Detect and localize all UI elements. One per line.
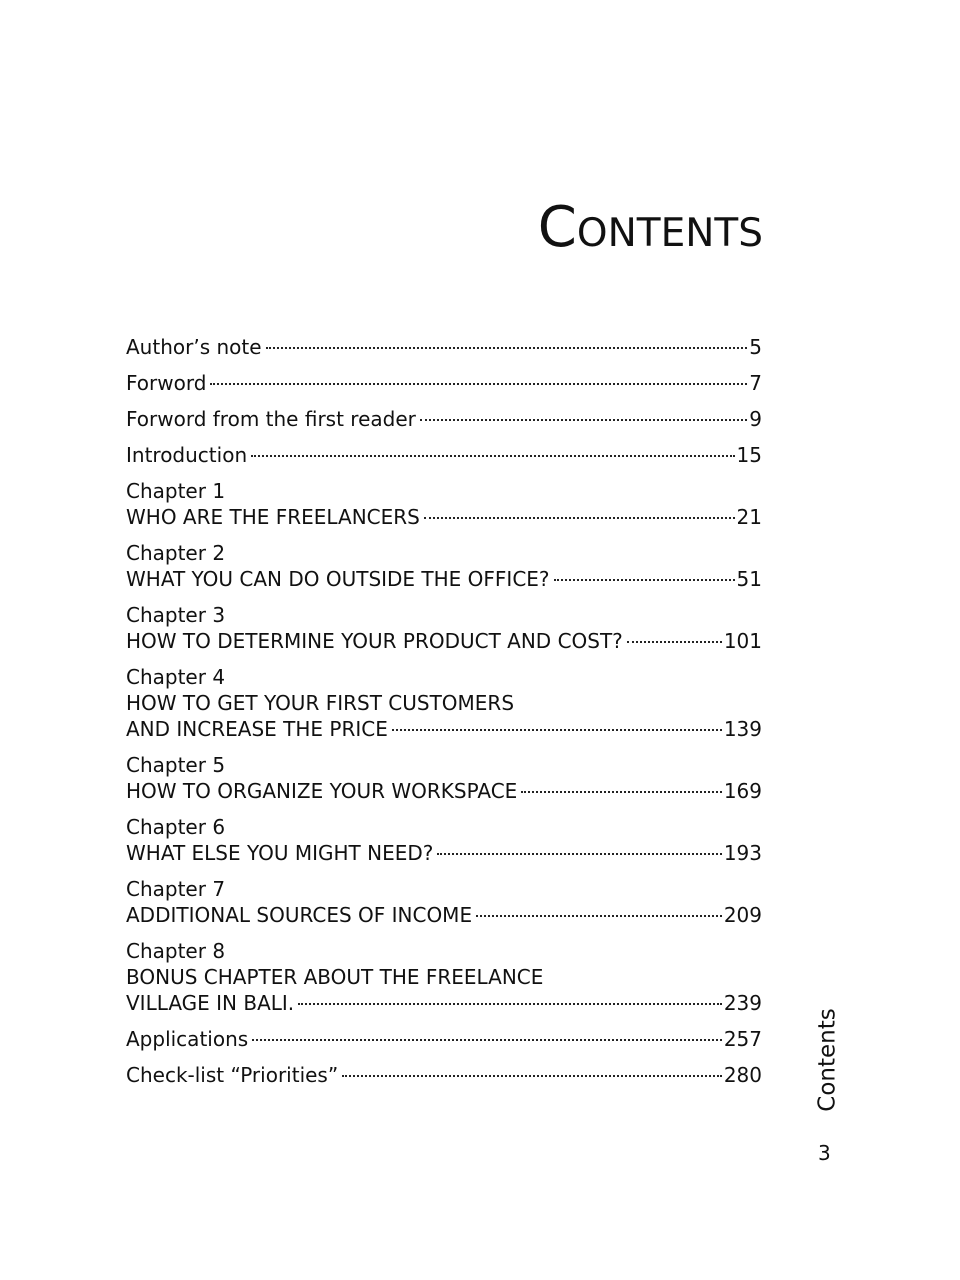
chapter-title-line: HOW TO GET YOUR FIRST CUSTOMERS bbox=[126, 691, 515, 715]
toc-entry-title: Forword bbox=[126, 371, 207, 395]
chapter-title: WHAT YOU CAN DO OUTSIDE THE OFFICE? bbox=[126, 567, 550, 591]
dot-leader bbox=[342, 1075, 722, 1077]
toc-entry-chapter-5[interactable] bbox=[126, 752, 762, 804]
chapter-title: WHAT ELSE YOU MIGHT NEED? bbox=[126, 841, 434, 865]
chapter-label: Chapter 6 bbox=[126, 815, 226, 839]
chapter-label: Chapter 3 bbox=[126, 603, 226, 627]
running-header bbox=[810, 1008, 846, 1112]
dot-leader bbox=[554, 579, 735, 581]
toc-entry-forword[interactable] bbox=[126, 370, 762, 396]
chapter-label: Chapter 4 bbox=[126, 665, 226, 689]
dot-leader bbox=[420, 419, 747, 421]
chapter-title-line: BONUS CHAPTER ABOUT THE FREELANCE bbox=[126, 965, 544, 989]
toc-entry-title: Author’s note bbox=[126, 335, 262, 359]
toc-entry-introduction[interactable] bbox=[126, 442, 762, 468]
chapter-title: WHO ARE THE FREELANCERS bbox=[126, 505, 420, 529]
toc-entry-chapter-3[interactable] bbox=[126, 602, 762, 654]
toc-entry-title: Check-list “Priorities” bbox=[126, 1063, 339, 1087]
toc-entry-applications[interactable] bbox=[126, 1026, 762, 1052]
dot-leader bbox=[627, 641, 722, 643]
chapter-title: HOW TO DETERMINE YOUR PRODUCT AND COST? bbox=[126, 629, 623, 653]
dot-leader bbox=[210, 383, 747, 385]
toc-page-number: 21 bbox=[736, 505, 762, 529]
toc-page-number: 280 bbox=[723, 1063, 762, 1087]
toc-page-number: 7 bbox=[749, 371, 762, 395]
toc-page-number: 101 bbox=[723, 629, 762, 653]
chapter-title: HOW TO ORGANIZE YOUR WORKSPACE bbox=[126, 779, 518, 803]
toc-page-number: 169 bbox=[723, 779, 762, 803]
toc-page-number: 209 bbox=[723, 903, 762, 927]
toc-page-number: 51 bbox=[736, 567, 762, 591]
chapter-label: Chapter 2 bbox=[126, 541, 226, 565]
chapter-label: Chapter 8 bbox=[126, 939, 226, 963]
chapter-title: ADDITIONAL SOURCES OF INCOME bbox=[126, 903, 473, 927]
dot-leader bbox=[252, 1039, 722, 1041]
toc-page-number: 15 bbox=[736, 443, 762, 467]
toc-page-number: 139 bbox=[723, 717, 762, 741]
page-title: Contents bbox=[537, 195, 763, 260]
toc-entry-check-list-priorities[interactable] bbox=[126, 1062, 762, 1088]
dot-leader bbox=[298, 1003, 722, 1005]
toc-entry-chapter-1[interactable] bbox=[126, 478, 762, 530]
dot-leader bbox=[266, 347, 748, 349]
toc-page-number: 257 bbox=[723, 1027, 762, 1051]
toc-page-number: 193 bbox=[723, 841, 762, 865]
dot-leader bbox=[392, 729, 722, 731]
toc-entry-title: Forword from the first reader bbox=[126, 407, 416, 431]
table-of-contents bbox=[126, 334, 762, 1098]
chapter-label: Chapter 1 bbox=[126, 479, 226, 503]
chapter-label: Chapter 5 bbox=[126, 753, 226, 777]
toc-entry-chapter-4[interactable] bbox=[126, 664, 762, 742]
toc-entry-forword-first-reader[interactable] bbox=[126, 406, 762, 432]
chapter-title: AND INCREASE THE PRICE bbox=[126, 717, 388, 741]
dot-leader bbox=[251, 455, 734, 457]
dot-leader bbox=[476, 915, 722, 917]
toc-entry-chapter-8[interactable] bbox=[126, 938, 762, 1016]
chapter-label: Chapter 7 bbox=[126, 877, 226, 901]
running-header-text: Contents bbox=[815, 1008, 841, 1112]
toc-entry-chapter-6[interactable] bbox=[126, 814, 762, 866]
toc-entry-authors-note[interactable] bbox=[126, 334, 762, 360]
toc-page-number: 239 bbox=[723, 991, 762, 1015]
dot-leader bbox=[521, 791, 722, 793]
toc-entry-title: Applications bbox=[126, 1027, 249, 1051]
dot-leader bbox=[437, 853, 721, 855]
page-number: 3 bbox=[818, 1141, 831, 1165]
dot-leader bbox=[424, 517, 735, 519]
toc-page-number: 5 bbox=[749, 335, 762, 359]
toc-entry-title: Introduction bbox=[126, 443, 248, 467]
toc-entry-chapter-2[interactable] bbox=[126, 540, 762, 592]
chapter-title: VILLAGE IN BALI. bbox=[126, 991, 295, 1015]
toc-page-number: 9 bbox=[749, 407, 762, 431]
toc-entry-chapter-7[interactable] bbox=[126, 876, 762, 928]
